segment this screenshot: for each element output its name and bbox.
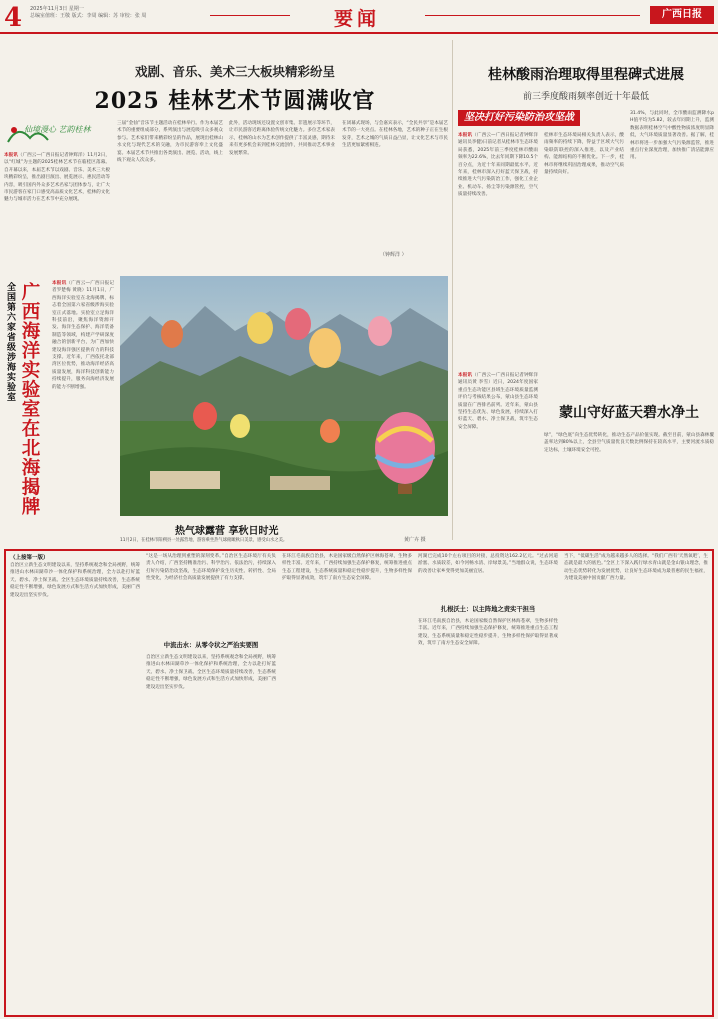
lab-lead: 本报讯 xyxy=(52,281,67,286)
blue-sky-lead: 本报讯 xyxy=(458,373,473,378)
feature-tag-text: 上接第一版 xyxy=(15,555,44,561)
feature-subhead-2: 扎根沃土：以主阵地之责实干担当 xyxy=(440,606,536,613)
acid-subhead: 前三季度酸雨频率创近十年最低 xyxy=(522,92,649,102)
paper-logo: 广西日报 xyxy=(650,6,714,24)
photo-caption-title: 热气球露营 享秋日时光 xyxy=(175,526,279,537)
balloon-photo xyxy=(120,276,448,516)
arts-byline: （钟辉洋 ） xyxy=(380,252,407,258)
photo-caption-body: 11月2日，在桂林市阳朔县一处露营地，游客乘坐热气球俯瞰秋日美景，感受山水之美。 xyxy=(120,538,288,543)
feature-col1: 自治区立新生态文明建设以来，坚持系统观念和全局视野，统筹推进山水林田湖草沙一体化保护和系统治理，全力以赴打好蓝天、碧水、净土保卫战。全区生态环境质量持续改善，生态系统稳定性不断增强，绿色发展方式和生活方式加快形成，美丽广西建设迈出坚实步伐。 xyxy=(10,563,140,598)
arts-body-col4: 在闭幕式现场，与会嘉宾表示，“全民共享”是本届艺术节的一大亮点。在桂林各地，艺术的种子正在生根发芽，艺术之城的气质日益凸显，让文化艺术与市民生活更加紧密相连。 xyxy=(342,121,448,149)
arts-body-col2: 三届“金仙”音乐节主题活动在桂林举行。作为本届艺术节的重要组成部分，系列演出与展览吸引众多观众参与。艺术家们带来精彩纷呈的作品，展现出桂林山水文化与现代艺术的交融，为市民游客奉上文化盛宴。本届艺术节共推出各类演出、展览、活动，线上线下观众人次众多。 xyxy=(117,121,223,164)
section-title: 要闻 xyxy=(333,8,380,30)
blue-sky-body-col2: 绿”，“绿色底”向生态优势转化，推动生态产品价值实现。截至目前，蒙山县森林覆盖率达到80%以上，全县空气质量优良天数比例保持在较高水平，主要河流水质稳定达标，土壤环境安全可控。 xyxy=(544,433,714,453)
photo-credit: 黄广卉 摄 xyxy=(404,537,426,543)
arts-kicker: 戏剧、音乐、美术三大板块精彩纷呈 xyxy=(134,64,335,79)
lab-kicker: 全国第六家省级涉海实验室 xyxy=(5,282,15,402)
acid-body-col1: 本报讯（广西云—广西日报记者钟辉洋 通讯员李健)日前记者从桂林市生态环境局获悉，2025年前三季度桂林市酸雨频率为22.6%，比去年同期下降10.5个百分点，为近十年来同期最低水平。近年来，桂林市深入打好蓝天保卫战，持续推进大气污染防治工作，强化工业企业、机动车、扬尘等污染源管控，空气质量持续改善。 xyxy=(458,133,538,198)
column-divider xyxy=(452,40,453,540)
arts-lead: 本报讯 xyxy=(4,153,18,158)
acid-headline: 桂林酸雨治理取得里程碑式进展 xyxy=(488,67,684,83)
page-number: 4 xyxy=(4,3,23,33)
arts-headline: 2025 桂林艺术节圆满收官 xyxy=(94,88,376,114)
feature-col4: 河湖已完成10个左右项目的对接，总投资达162.2亿元。“过去河道淤塞、水质较差，如今河畅水清、岸绿景美。”当地群众说，生态环境的改善让家乡变得更加美丽宜居。 xyxy=(418,554,558,574)
feature-continued-tag: （上接第一版） xyxy=(10,555,49,561)
arts-body-col1: 本报讯（广西云—广西日报记者钟辉洋）11月2日，以“红城”为主题的2025桂林艺术节在临桂区落幕。自开幕以来，本届艺术节以戏剧、音乐、美术三大板块精彩纷呈，推出剧目演出、展览展示、惠民活动等内容，吸引国内外众多艺术名家与团体参与，让广大市民游客在家门口感受高品质文化艺术，桂林的文化魅力与城市活力在艺术节中充分展现。 xyxy=(4,153,110,203)
arts-body-col3: 此外，活动现场还设置文创市集、非遗展示等环节，让市民游客近距离体验传统文化魅力。多位艺术家表示，桂林的山水为艺术创作提供了丰富灵感，期待未来有更多机会来到桂林交流创作，共同推动艺术事业发展繁荣。 xyxy=(229,121,335,156)
lab-body: 本报讯（广西云—广西日报记者罗楚梅 黄晓）11月1日，广西海洋实验室在北海揭牌，标志着全国第六家省级涉海实验室正式落地。实验室立足海洋科技前沿，聚焦海洋资源开发、海洋生态保护、海洋装备制造等领域，构建产学研深度融合的创新平台，为广西加快建设海洋强区提供有力的科技支撑。近年来，广西依托北部湾区位优势，推动海洋经济高质量发展，海洋科技创新能力持续提升，服务向海经济发展的能力不断增强。 xyxy=(52,281,114,390)
section-rule-right xyxy=(425,15,640,16)
feature-col2: “这是一场从治理到重塑的深刻变革。”自治区生态环境厅有关负责人介绍，广西坚持精准治污、科学治污、依法治污，持续深入打好污染防治攻坚战，生态环境保护发生历史性、转折性、全局性变化，为经济社会高质量发展提供了有力支撑。 xyxy=(146,554,276,582)
lab-headline: 广西海洋实验室在北海揭牌 xyxy=(19,282,40,516)
header-meta xyxy=(30,6,146,20)
campaign-badge: 坚决打好污染防治攻坚战 xyxy=(458,110,580,126)
header-date: 2025年11月3日 星期一 xyxy=(30,6,84,12)
acid-body-col2: 桂林市生态环境局相关负责人表示，酸雨频率的持续下降，得益于区域大气污染联防联控的深入推进，以及产业结构、能源结构的不断优化。下一步，桂林市将继续巩固治理成果，推动空气质量持续向好。 xyxy=(544,133,624,176)
feature-col5: 当下，“低碳生活”成为越来越多人的选择。“我们广西有‘天然氧吧’，生态就是最大的底色。”全区上下深入践行绿水青山就是金山银山理念，推动生态优势转化为发展优势，让良好生态环境成为最普惠的民生福祉，为建设美丽中国贡献广西力量。 xyxy=(564,554,708,582)
blue-sky-body-col1: 本报讯（广西云—广西日报记者钟辉洋 通讯员黄 李雪）近日，2024年度国家重点生态功能区县域生态环境质量监测评价与考核结果公布，蒙山县生态环境质量在广西排名前列。近年来，蒙山县坚持生态优先、绿色发展，持续深入打好蓝天、碧水、净土保卫战，筑牢生态安全屏障。 xyxy=(458,373,538,430)
feature-subhead-1: 中流击水：从零令状之严治实要图 xyxy=(163,642,259,649)
acid-body-col3: 31.4%，与此同时，全市酸雨监测降水pH值平均为5.82，较去年同期上升，监测数据表明桂林空气中酸性物质浓度明显降低，大气环境质量显著改善。据了解，桂林市将进一步加强大气污染源监管，推进重点行业深度治理，加快推广清洁能源应用。 xyxy=(630,111,714,161)
feature-col4-cont: 在环江毛南族自治县，木论国家级自然保护区林海苍翠，生物多样性丰富。近年来，广西持续加强生态保护修复，统筹推进重点生态工程建设，生态系统质量和稳定性稳步提升，生物多样性保护取得显著成效，筑牢了南方生态安全屏障。 xyxy=(418,619,558,647)
blue-sky-headline: 蒙山守好蓝天碧水净土 xyxy=(559,405,699,421)
feature-col3: 在环江毛南族自治县，木论国家级自然保护区林海苍翠，生物多样性丰富。近年来，广西持续加强生态保护修复，统筹推进重点生态工程建设，生态系统质量和稳定性稳步提升，生物多样性保护取得显著成效，筑牢了南方生态安全屏障。 xyxy=(282,554,412,582)
balloon-photo-image xyxy=(120,276,448,516)
section-rule-left xyxy=(210,15,290,16)
festival-logo xyxy=(4,120,104,148)
feature-col2-cont: 自治区立新生态文明建设以来，坚持系统观念和全局视野，统筹推进山水林田湖草沙一体化保护和系统治理，全力以赴打好蓝天、碧水、净土保卫战。全区生态环境质量持续改善，生态系统稳定性不断增强，绿色发展方式和生活方式加快形成，美丽广西建设迈出坚实步伐。 xyxy=(146,655,276,690)
festival-logo-text: 仙境漫心 艺韵桂林 xyxy=(24,125,91,134)
acid-lead: 本报讯 xyxy=(458,133,473,138)
header-editors: 总编室值班：王敬 版式：李周 编辑：苏 审校：张 周 xyxy=(30,13,147,19)
